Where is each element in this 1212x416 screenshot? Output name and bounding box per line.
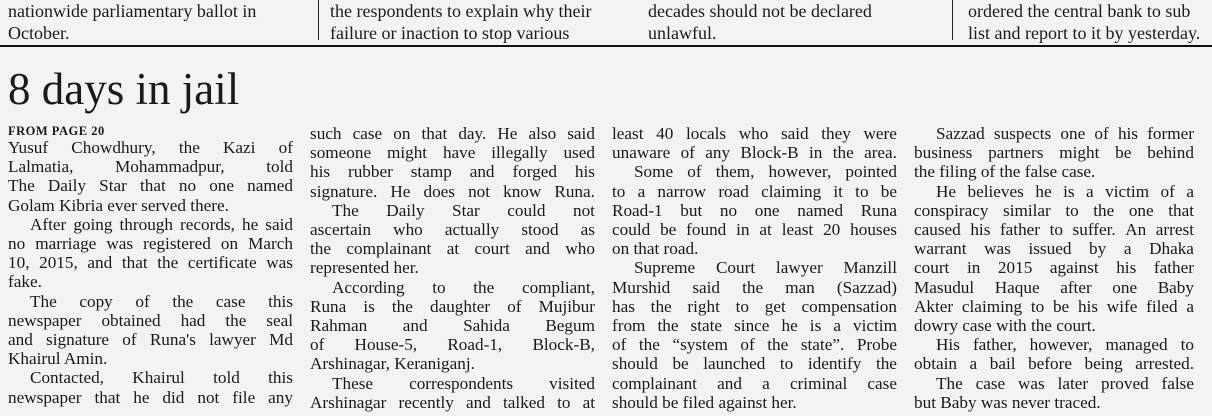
text-line: on that road. <box>612 239 699 259</box>
text-line: Golam Kibria ever served there. <box>8 195 229 215</box>
text-line: These correspondents visited <box>332 373 595 393</box>
text-line: the complainant at court and who <box>310 239 595 259</box>
text-line: warrant was issued by a Dhaka <box>914 239 1194 259</box>
text-line: He believes he is a victim of a <box>936 181 1194 201</box>
text-line: ordered the central bank to sub <box>968 1 1191 21</box>
text-line: could be found in at least 20 houses <box>612 220 897 240</box>
text-line: to a narrow road claiming it to be <box>612 181 897 201</box>
text-line: Runa is the daughter of Mujibur <box>310 296 595 316</box>
text-line: obtain a bail before being arrested. <box>914 354 1194 374</box>
text-line: Rahman and Sahida Begum <box>310 316 595 336</box>
previous-articles-strip <box>0 0 1212 44</box>
text-line: The Daily Star could not <box>332 200 595 220</box>
text-line: Road-1 but no one named Runa <box>612 200 897 220</box>
text-line: Supreme Court lawyer Manzill <box>634 258 897 278</box>
text-line: should be launched to identify the <box>612 354 897 374</box>
text-line: Murshid said the man (Sazzad) <box>612 277 897 297</box>
top-column-2 <box>330 0 630 44</box>
text-line: His father, however, managed to <box>936 335 1194 355</box>
text-line: Contacted, Khairul told this <box>30 368 293 388</box>
text-line: of the “system of the state”. Probe <box>612 335 897 355</box>
text-line: the respondents to explain why their <box>330 1 592 21</box>
text-line: least 40 locals who said they were <box>612 124 897 143</box>
text-line: unlawful. <box>648 23 717 43</box>
text-line: business partners might be behind <box>914 143 1194 163</box>
text-line: Arshinagar recently and talked to at <box>310 392 595 412</box>
text-line: Masudul Haque after one Baby <box>914 277 1194 297</box>
section-divider <box>0 45 1212 47</box>
text-line: nationwide parliamentary ballot in <box>8 1 257 21</box>
text-line: Khairul Amin. <box>8 349 108 369</box>
text-line: 10, 2015, and that the certificate was <box>8 253 293 273</box>
text-line: the filing of the false case. <box>914 162 1096 182</box>
text-line: but Baby was never traced. <box>914 392 1101 412</box>
text-line: The case was later proved false <box>936 373 1194 393</box>
text-line: Lalmatia, Mohammadpur, told <box>8 157 293 177</box>
text-line: Sazzad suspects one of his former <box>936 124 1194 143</box>
text-line: represented her. <box>310 258 419 278</box>
text-line: unaware of any Block-B in the area. <box>612 143 897 163</box>
text-line: dowry case with the court. <box>914 316 1096 336</box>
text-line: newspaper that he did not file any <box>8 387 293 407</box>
continued-from-label: FROM PAGE 20 <box>8 124 105 138</box>
top-column-3 <box>648 0 948 44</box>
text-line: signature. He does not know Runa. <box>310 181 595 201</box>
text-line: The Daily Star that no one named <box>8 176 293 196</box>
text-line: no marriage was registered on March <box>8 234 293 254</box>
top-column-1 <box>8 0 308 44</box>
text-line: complainant and a criminal case <box>612 373 897 393</box>
text-line: fake. <box>8 272 42 292</box>
text-line: ascertain who actually stood as <box>310 220 595 240</box>
text-line: newspaper obtained had the seal <box>8 310 293 330</box>
text-line: decades should not be declared <box>648 1 872 21</box>
text-line: Akter claiming to be his wife filed a <box>914 296 1194 316</box>
text-line: should be filed against her. <box>612 392 797 412</box>
text-line: and signature of Runa's lawyer Md <box>8 330 293 350</box>
text-line: Some of them, however, pointed <box>634 162 897 182</box>
column-divider <box>318 0 319 40</box>
text-line: from the state since he is a victim <box>612 316 897 336</box>
text-line: caused his father to suffer. An arrest <box>914 220 1194 240</box>
article-headline: 8 days in jail <box>8 64 240 114</box>
text-line: conspiracy similar to the one that <box>914 200 1194 220</box>
text-line: Yusuf Chowdhury, the Kazi of <box>8 138 293 157</box>
text-line: According to the compliant, <box>332 277 595 297</box>
text-line: list and report to it by yesterday. <box>968 23 1201 43</box>
article-column-1 <box>8 124 293 407</box>
article-column-3 <box>612 124 897 412</box>
text-line: such case on that day. He also said <box>310 124 595 143</box>
column-divider <box>952 0 953 40</box>
article-column-4 <box>914 124 1194 412</box>
top-column-4 <box>968 0 1212 44</box>
text-line: Arshinagar, Keraniganj. <box>310 354 475 374</box>
text-line: The copy of the case this <box>30 291 293 311</box>
text-line: of House-5, Road-1, Block-B, <box>310 335 595 355</box>
text-line: has the right to get compensation <box>612 296 897 316</box>
article-column-2 <box>310 124 595 412</box>
text-line: failure or inaction to stop various <box>330 23 570 43</box>
text-line: his rubber stamp and forged his <box>310 162 595 182</box>
text-line: October. <box>8 23 70 43</box>
text-line: someone might have illegally used <box>310 143 595 163</box>
text-line: After going through records, he said <box>30 214 293 234</box>
text-line: court in 2015 against his father <box>914 258 1194 278</box>
